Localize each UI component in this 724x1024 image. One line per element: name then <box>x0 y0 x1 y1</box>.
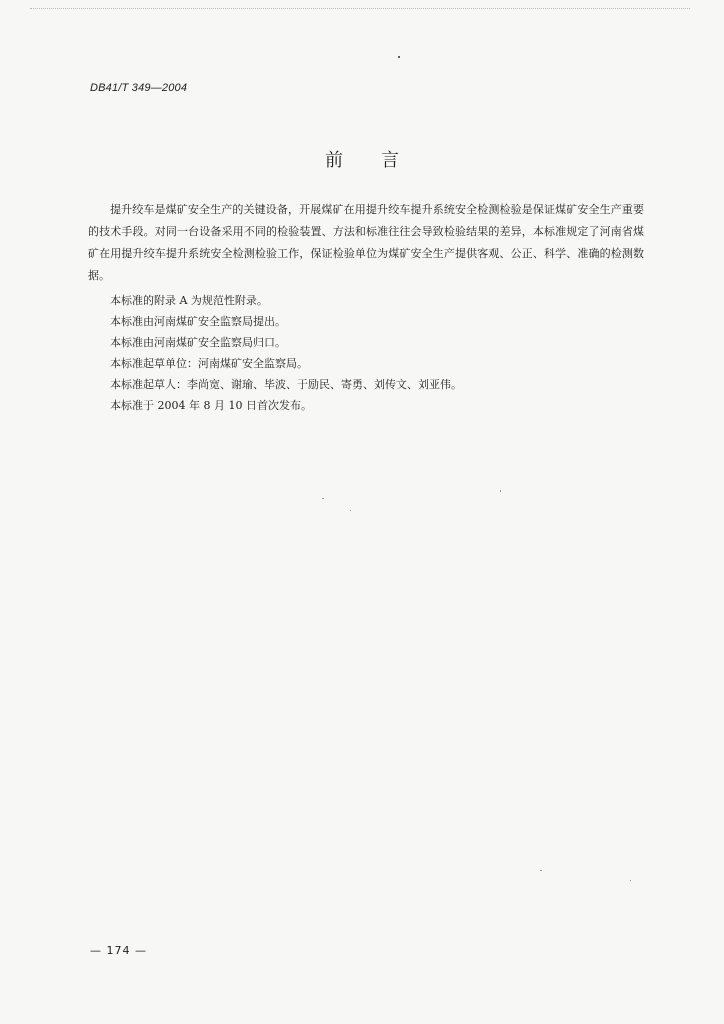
page-heading: 前言 <box>325 150 437 171</box>
note-line: 本标准由河南煤矿安全监察局归口。 <box>110 336 286 349</box>
note-line: 本标准起草人：李尚宽、谢瑜、毕波、于励民、寄勇、刘传文、刘亚伟。 <box>110 378 462 391</box>
note-line: 本标准的附录 A 为规范性附录。 <box>110 294 268 307</box>
intro-paragraph: 提升绞车是煤矿安全生产的关键设备，开展煤矿在用提升绞车提升系统安全检测检验是保证煤矿安全生产重要的技术手段。对同一台设备采用不同的检验装置、方法和标准往往会导致检验结果的差异，本标准规定了河南省煤矿在用提升绞车提升系统安全检测检验工作，保证检验单位为煤矿安全生产提供客观、公正、科学、准确的检测数据。 <box>88 203 644 282</box>
scan-speck <box>540 870 542 871</box>
note-line: 本标准由河南煤矿安全监察局提出。 <box>110 315 286 328</box>
note-line: 本标准起草单位：河南煤矿安全监察局。 <box>110 357 308 370</box>
scan-speck <box>630 880 631 881</box>
scan-speck <box>398 56 400 58</box>
scan-speck <box>350 510 351 511</box>
page-number: — 174 — <box>90 944 147 957</box>
standard-code: DB41/T 349—2004 <box>90 82 188 94</box>
scan-top-border <box>30 8 690 10</box>
scan-speck <box>500 490 501 492</box>
scan-speck <box>322 498 324 499</box>
note-line: 本标准于 2004 年 8 月 10 日首次发布。 <box>110 399 312 412</box>
standard-notes <box>110 290 630 416</box>
